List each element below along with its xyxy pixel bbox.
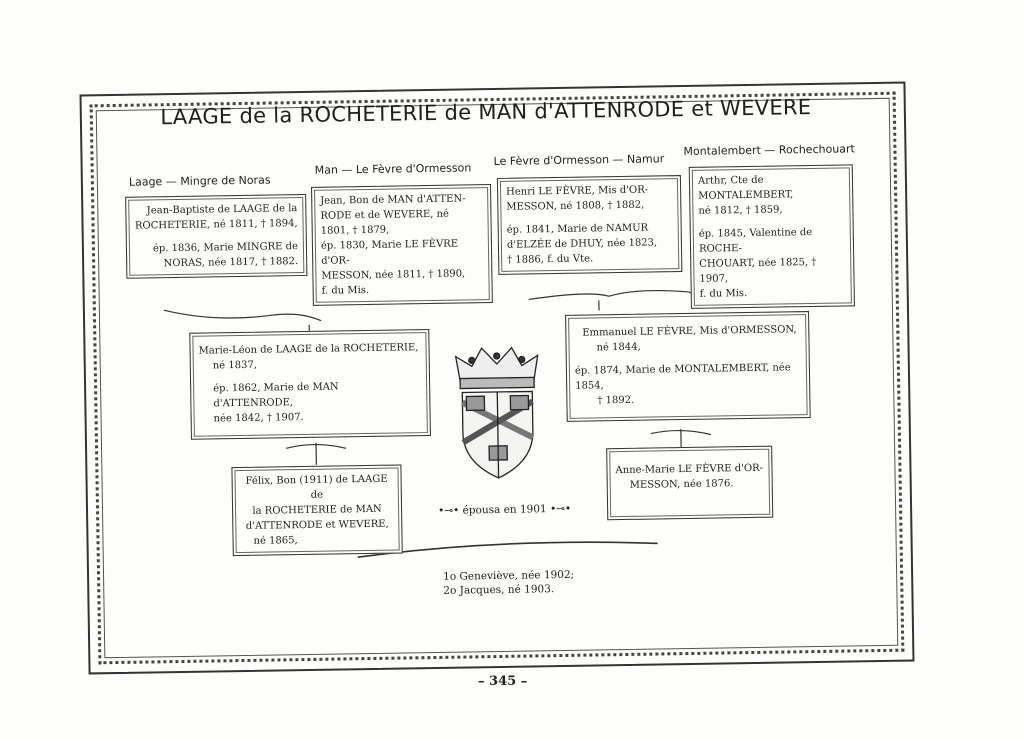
coat-of-arms-icon: [445, 341, 549, 483]
box-line: ép. 1836, Marie MINGRE de: [152, 241, 299, 255]
box-line: née 1842, † 1907.: [213, 412, 304, 425]
box-line: f. du Mis.: [699, 288, 748, 300]
children-line-1: 1o Geneviève, née 1902;: [443, 568, 575, 583]
box-line: Henri LE FÈVRE, Mis d'OR-: [506, 184, 649, 198]
heading-montalembert: Montalembert — Rochechouart: [683, 142, 855, 159]
box-line: ép. 1841, Marie de NAMUR: [506, 222, 649, 236]
heading-man-lefevre: Man — Le Fèvre d'Ormesson: [314, 161, 472, 177]
parent-box-marie-leon: [189, 329, 431, 440]
box-line: f. du Mis.: [321, 284, 370, 297]
box-line: 1801, † 1879,: [320, 224, 390, 237]
box-line: † 1886, f. du Vte.: [507, 253, 594, 266]
children-line-2: 2o Jacques, né 1903.: [443, 583, 555, 597]
box-line: MESSON, né 1808, † 1882,: [506, 199, 645, 213]
box-line: NORAS, née 1817, † 1882.: [163, 256, 299, 270]
page-title: LAAGE de la ROCHETERIE de MAN d'ATTENRODE et WEVERE: [160, 94, 812, 130]
box-line: ép. 1830, Marie LE FÈVRE d'OR-: [320, 238, 459, 267]
marriage-text: épousa en 1901: [462, 503, 547, 517]
heading-laage-mingre: Laage — Mingre de Noras: [128, 173, 271, 189]
box-line: la ROCHETERIE de MAN: [252, 503, 382, 517]
box-line: MESSON, née 1876.: [629, 478, 734, 491]
child-box-felix: [231, 464, 402, 556]
parent-box-emmanuel: [565, 311, 811, 422]
ornament-right-icon: •⊸•: [549, 502, 572, 516]
page-number: [478, 674, 527, 689]
box-line: Marie-Léon de LAAGE de la ROCHETERIE,: [198, 342, 419, 357]
dash-left: –: [478, 674, 490, 689]
box-line: RODE et de WEVERE, né: [320, 208, 450, 222]
box-line: MESSON, née 1811, † 1890,: [321, 268, 466, 282]
box-line: ép. 1845, Valentine de ROCHE-: [698, 227, 813, 255]
box-line: ép. 1862, Marie de MAN d'ATTENRODE,: [213, 381, 339, 410]
dash-right: –: [516, 674, 528, 689]
ancestor-box-man-lefevre: [311, 184, 493, 306]
box-line: Arthr, Cte de MONTALEMBERT,: [697, 174, 794, 202]
page-number-value: 345: [489, 674, 517, 689]
box-line: Anne-Marie LE FÈVRE d'OR-: [615, 462, 764, 477]
box-line: né 1837,: [212, 359, 258, 372]
box-line: CHOUART, née 1825, † 1907,: [699, 256, 817, 285]
child-box-anne-marie: [606, 446, 773, 521]
marriage-note: [438, 503, 571, 517]
box-line: né 1844,: [596, 341, 641, 354]
ancestor-box-laage-mingre: [125, 194, 307, 279]
box-line: né 1812, † 1859,: [698, 204, 783, 217]
box-line: né 1865,: [253, 535, 298, 547]
box-line: Félix, Bon (1911) de LAAGE de: [245, 473, 388, 501]
box-line: Emmanuel LE FÈVRE, Mis d'ORMESSON,: [582, 324, 797, 339]
ancestor-box-montalembert: [689, 164, 855, 309]
box-line: d'ELZÉE de DHUY, née 1823,: [506, 237, 658, 251]
box-line: ROCHETERIE, né 1811, † 1894,: [134, 218, 298, 232]
heading-lefevre-namur: Le Fèvre d'Ormesson — Namur: [493, 152, 665, 168]
ornament-left-icon: •⊸•: [438, 504, 460, 517]
box-line: ép. 1874, Marie de MONTALEMBERT, née 1854,: [574, 362, 791, 392]
ancestor-box-lefevre-namur: [497, 175, 683, 275]
box-line: Jean-Baptiste de LAAGE de la: [146, 203, 298, 217]
box-line: Jean, Bon de MAN d'ATTEN-: [320, 193, 466, 207]
box-line: † 1892.: [597, 394, 635, 407]
box-line: d'ATTENRODE et WEVERE,: [245, 518, 389, 532]
